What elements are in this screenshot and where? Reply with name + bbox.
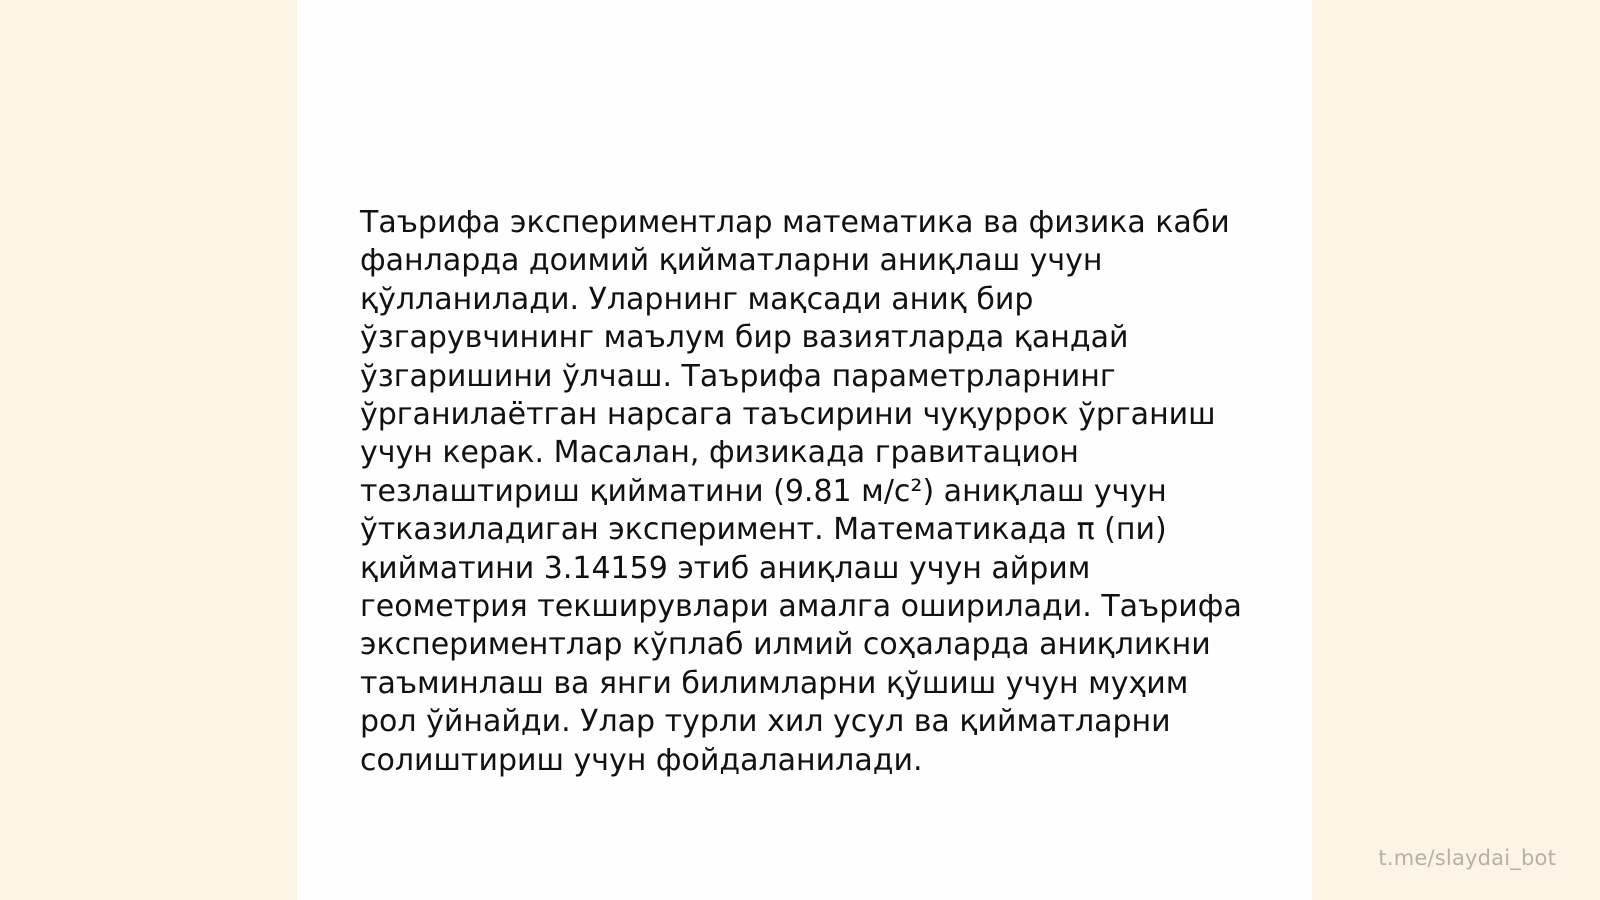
body-line: фанларда доимий қийматларни аниқлаш учун <box>360 243 1103 279</box>
body-line: солиштириш учун фойдаланилади. <box>360 742 923 778</box>
body-line: учун керак. Масалан, физикада гравитацион <box>360 435 1079 471</box>
body-line: Таърифа экспериментлар математика ва физика каби <box>360 205 1230 240</box>
body-line: ўзгаришини ўлчаш. Таърифа параметрларнинг <box>360 358 1116 394</box>
body-paragraph <box>360 204 1250 780</box>
body-line: қийматини 3.14159 этиб аниқлаш учун айрим <box>360 550 1091 586</box>
body-line: геометрия текширувлари амалга оширилади. Таърифа <box>360 589 1242 625</box>
body-line: ўрганилаётган нарсага таъсирини чуқуррок ўрганиш <box>360 397 1216 433</box>
body-line: рол ўйнайди. Улар турли хил усул ва қийматларни <box>360 704 1171 740</box>
body-line: таъминлаш ва янги билимларни қўшиш учун муҳим <box>360 665 1189 701</box>
watermark-text: t.me/slaydai_bot <box>1378 846 1556 870</box>
body-line: ўтказиладиган эксперимент. Математикада π (пи) <box>360 512 1167 548</box>
body-line: тезлаштириш қийматини (9.81 м/с²) аниқлаш учун <box>360 473 1167 509</box>
body-line: ўзгарувчининг маълум бир вазиятларда қандай <box>360 320 1129 356</box>
body-line: экспериментлар кўплаб илмий соҳаларда аниқликни <box>360 627 1211 663</box>
body-line: қўлланилади. Уларнинг мақсади аниқ бир <box>360 281 1034 317</box>
